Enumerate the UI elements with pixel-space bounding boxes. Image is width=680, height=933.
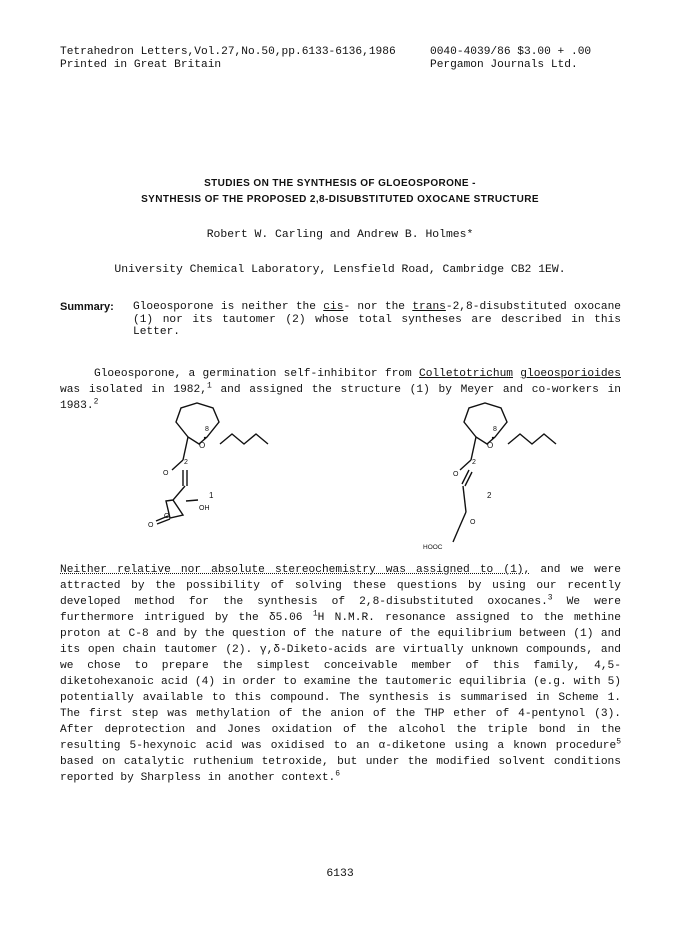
journal-price-line1: 0040-4039/86 $3.00 + .00 (430, 46, 592, 58)
summary-text: Gloeosporone is neither the cis- nor the trans-2,8-disubstituted oxocane (1) nor its tautomer (2) whose total syntheses are described in this Letter. (133, 301, 622, 339)
ref-3: 3 (547, 593, 553, 603)
c1-label-8: 8 (205, 426, 209, 433)
c2-ketone-o1: O (453, 471, 459, 478)
c1-carbonyl-o: O (148, 522, 154, 529)
ref-5: 5 (616, 737, 621, 747)
cis-term: cis (323, 301, 344, 313)
body-paragraph: Neither relative nor absolute stereochemistry was assigned to (1), and we were attracted by the possibility of solving these questions by using our recently developed method for the synthesis of 2,8-disubstituted oxocanes.$^3$ We were furthermore intrigued by the δ5.06 $^1$H N.M.R. resonance assigned to the methine proton at C-8 and by the question of the nature of the equilibrium between (1) and its open chain tautomer (2). γ,δ-Diketo-acids are virtually unknown compounds, and we chose to prepare the simplest conceivable member of this family, 4,5-diketohexanoic acid (4) in order to examine the tautomeric equilibria (e.g. with 5) potentially available to this compound. The synthesis is summarised in Scheme 1. The first step was methylation of the anion of the THP ether of 4-pentynol (3). After deprotection and Jones oxidation of the alcohol the triple bond in the resulting 5-hexynoic acid was oxidised to an α-diketone using a known procedure$^5$ based on catalytic ruthenium tetroxide, but under the modified solvent conditions reported by Sharpless in another context.$^6$ (60, 564, 621, 784)
c2-label-2: 2 (472, 459, 476, 466)
structures-figure (0, 400, 680, 558)
paper-title-line1: STUDIES ON THE SYNTHESIS OF GLOEOSPORONE - (204, 178, 476, 189)
compound-2-label: 2 (487, 491, 492, 500)
c1-label-2: 2 (184, 459, 188, 466)
c1-ketone-o: O (163, 470, 169, 477)
publisher-line: Pergamon Journals Ltd. (430, 59, 578, 71)
c2-label-8: 8 (493, 426, 497, 433)
c1-lactone-o: O (164, 513, 170, 520)
journal-price (430, 46, 630, 72)
organism-species: gloeosporioides (520, 368, 621, 380)
summary-label: Summary: (60, 301, 114, 313)
affiliation: University Chemical Laboratory, Lensfield Road, Cambridge CB2 1EW. (114, 264, 566, 276)
c1-ring-oxygen: O (199, 441, 206, 450)
oxocane-ring-2 (464, 403, 507, 444)
ref-2: 2 (93, 397, 99, 407)
journal-citation-line1: Tetrahedron Letters,Vol.27,No.50,pp.6133-6136,1986 (60, 46, 396, 58)
journal-citation (60, 46, 440, 72)
c1-oh: OH (199, 505, 210, 512)
body-first-sentence: Neither relative nor absolute stereochemistry was assigned to (1), (60, 564, 531, 576)
ref-6: 6 (335, 769, 341, 779)
page-number: 6133 (326, 868, 354, 880)
ref-1: 1 (206, 381, 212, 391)
intro-paragraph: Gloeosporone, a germination self-inhibitor from Colletotrichum gloeosporioides was isolated in 1982,$^1$ and assigned the structure (1) by Meyer and co-workers in 1983.$^2$ (60, 368, 621, 412)
c2-ring-oxygen: O (487, 441, 494, 450)
c2-ketone-o2: O (470, 519, 476, 526)
c2-hooc: HOOC (423, 544, 443, 551)
organism-genus: Colletotrichum (419, 368, 513, 380)
journal-citation-line2: Printed in Great Britain (60, 59, 222, 71)
oxocane-ring-1 (176, 403, 219, 444)
authors: Robert W. Carling and Andrew B. Holmes* (206, 229, 474, 241)
paper-title-line2: SYNTHESIS OF THE PROPOSED 2,8-DISUBSTITUTED OXOCANE STRUCTURE (141, 194, 539, 205)
compound-1-label: 1 (209, 491, 214, 500)
nmr-superscript: 1 (312, 609, 318, 619)
trans-term: trans (412, 301, 446, 313)
